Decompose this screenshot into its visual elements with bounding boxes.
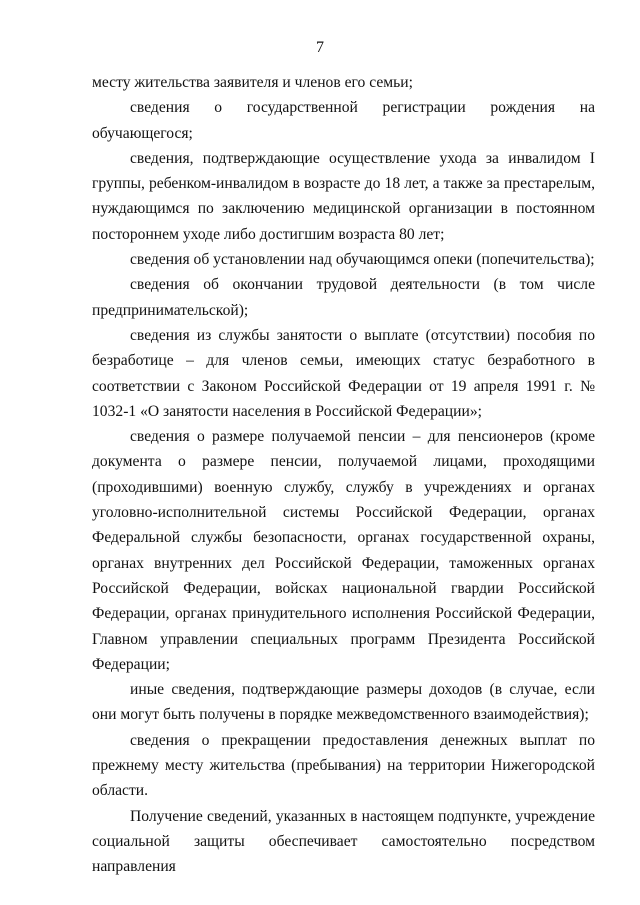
paragraph-pension-size: сведения о размере получаемой пенсии – для пенсионеров (кроме документа о размере пенсии, получаемой лицами, проходящими (проходившими) военную службу, службу в учреждениях и органах уголовно-исполнительной системы Российской Федерации, органах Федеральной службы безопасности, органах государственной охраны, органах внутренних дел Российской Федерации, таможенных органах Российской Федерации, войсках национальной гвардии Российской Федерации, органах принудительного исполнения Российской Федерации, Главном управлении специальных программ Президента Российской Федерации; <box>92 428 595 673</box>
paragraph-end-of-employment: сведения об окончании трудовой деятельности (в том числе предпринимательской); <box>92 276 595 319</box>
paragraph-birth-registration: сведения о государственной регистрации рождения на обучающегося; <box>92 99 595 142</box>
page-number: 7 <box>316 39 324 56</box>
paragraph-obtaining-information: Получение сведений, указанных в настоящем подпункте, учреждение социальной защиты обеспечивает самостоятельно посредством направления <box>92 807 595 876</box>
paragraph-unemployment-benefit: сведения из службы занятости о выплате (отсутствии) пособия по безработице – для членов семьи, имеющих статус безработного в соответствии с Законом Российской Федерации от 19 апреля 1991 г. № 1032-1 «О занятости населения в Российской Федерации»; <box>92 326 595 420</box>
paragraph-payment-termination: сведения о прекращении предоставления денежных выплат по прежнему месту жительства (пребывания) на территории Нижегородской области. <box>92 731 595 800</box>
paragraph-continuation: месту жительства заявителя и членов его семьи; <box>92 74 413 91</box>
document-body <box>92 70 595 880</box>
paragraph-care-confirmation: сведения, подтверждающие осуществление ухода за инвалидом I группы, ребенком-инвалидом в возрасте до 18 лет, а также за престарелым, нуждающимся по заключению медицинской организации в постоянном постороннем уходе либо достигшим возраста 80 лет; <box>92 149 595 243</box>
paragraph-other-income: иные сведения, подтверждающие размеры доходов (в случае, если они могут быть получены в порядке межведомственного взаимодействия); <box>92 681 595 724</box>
paragraph-guardianship: сведения об установлении над обучающимся опеки (попечительства); <box>130 251 595 269</box>
